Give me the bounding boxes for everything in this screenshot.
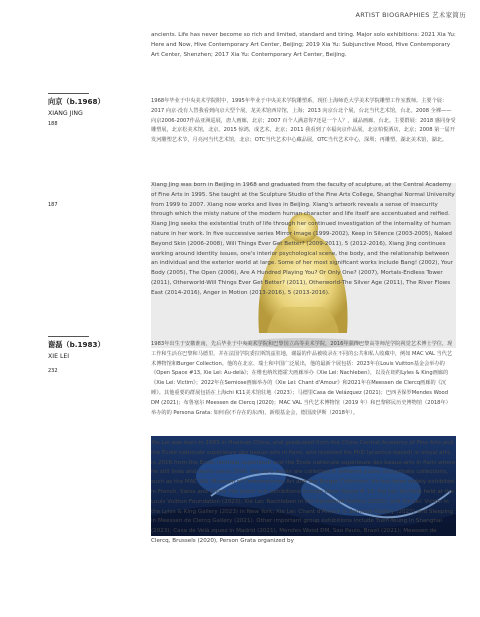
- running-header: ARTIST BIOGRAPHIES 艺术家简历: [355, 11, 466, 19]
- artist-name-en: XIANG JING: [48, 110, 83, 117]
- artist-name-en: XIE LEI: [48, 353, 70, 360]
- artist-bio-en: Xie Lei was born in 1983 in Huainan China, and graduated from the China Central Academy of Fine Arts and the École nationale supérieure des beaux-arts in Paris, and received his PhD (practice-based) in visual arts in 2016 from the École normale supérieure and the École nationale supérieure des beaux-arts in Paris where he still lives and works since 2006. Xie Lei's works are collected in different public and private collections, such as the MAC VAL Museum of Contemporary Art and the Burger Collection. He has been widely exhibited in French, Swiss and China. His latest solo exhibitions include Open Space # 13: Xie Lei: Au-Delà held at the Louis Vuitton Foundation (2023); Xie Lei: Nachleben in the Kandehoff Gallery (2023), and Xie Lei: Victim in the Lyles & King Gallery (2023) in New York; Xie Lei: Chant d'Amour in Semiose Gallery (2022) and Sleeping in Meessen de Clercq Gallery (2021). Other important group exhibitions include Yuen-Yeung in Shanghai (2023); Casa de Velá zquez in Madrid (2021), Mendes Wood DM, Sao Paulo, Brazil (2021); Meessen de Clercq, Brussels (2020), Person Grata organized by: [151, 440, 456, 544]
- section-divider: [48, 93, 89, 94]
- artist-bio-cn: 1983年出生于安徽淮南，先后毕业于中央美术学院和巴黎国立高等美术学院，2016年获得巴黎高等师范学院视觉艺术博士学位，现工作和生活在巴黎和马德里。并在法国学院委拉斯凯兹驻地，谢磊的作品被收录在不同的公共和私人收藏中，例如 MAC VAL 当代艺术博物馆和Burger Collection。他的在北京、瑞士和中国广泛展出，他的最新个展包括：2023年在Louis Vuitton基金会举办的《Open Space #13, Xie Lei: Au-delà》；在维也纳坎德霍夫画廊举办《Xie Lei: Nachleben》，以及在纽约Lyles & King画廊的《Xie Lei: Victim》；2022年在Semiose画廊举办的《Xie Lei: Chant d'Amour》和2021年在Meessen de Clercq画廊的《沉睡》。其他重要的群展包括在上海chi K11美术馆驻地（2023）；马德里Casa de Velázquez (2021)；巴西圣保罗Mendes Wood DM (2021)；布鲁塞尔 Meessen de Clercq (2020)；MAC VAL 当代艺术博物馆（2019 年）和巴黎移民历史博物馆（2018年）举办的的 Persona Grata: 如何看(不存在的东西)，新根基金会，德国波伊斯（2018年）。: [151, 341, 453, 416]
- artist-bio-cn: 1968年毕业于中央美术学院附中，1995年毕业于中央美术学院雕塑系，现任上海师范大学美术学院雕塑工作室教师。主要个展：2017 向京·没有人替我看到向京大型个展，龙美术馆西岸馆，上海；2013 向京台北个展，台北当代艺术馆，台北。2008 全裸——向京2006-2007作品亚洲巡展，唐人画廊，北京；2007 百个人满意你?还是一个人？，诚品画廊，台北。主要群展：2018 感同身受雕塑展，北京松美术馆，北京。2015 惊鸿，成艺术，北京；2011 我看到了幸福向京作品展，北京柏悦酒店，北京；2008 第一届开发河雕塑艺术节，月亮河当代艺术馆，北京；OTC当代艺术中心藏品展，OTC当代艺术中心，深圳；再雕塑，湖北美术馆，湖北。: [151, 98, 456, 144]
- page-ref-number: 187: [48, 202, 58, 208]
- artist-name-cn: 谢磊（b.1983）: [48, 340, 105, 349]
- section-divider: [48, 336, 89, 337]
- artist-heading-xiang-jing: [48, 97, 105, 117]
- page-ref-number: 232: [48, 368, 58, 374]
- artist-name-cn: 向京（b.1968）: [48, 97, 105, 106]
- page-ref-number: 188: [48, 121, 58, 127]
- artist-heading-xie-lei: [48, 340, 105, 360]
- artist-bio-en: Xiang Jing was born in Beijing in 1968 and graduated from the faculty of sculpture, at the Central Academy of Fine Arts in 1995. She taught at the Sculpture Studio of the Fine Arts College, Shanghai Normal University from 1999 to 2007. Xiang now works and lives in Beijing. Xiang's artwork reveals a sense of insecurity through which the misty nature of the modern human character and life itself are accentuated and reified. Xiang Jing seeks the existential truth of life through her continued investigation of the internality of human nature in her work. In five successive series Mirror Image (1999-2002), Keep in Silence (2003-2005), Naked Beyond Skin (2006-2008), Will Things Ever Get Better? (2009-2011), 5 (2012-2016), Xiang Jing continues working around identity issues, one's interior psychological scene, the body, and the relationship between an individual and the exterior world at large. Some of her most significant works include Bang! (2002), Your Body (2005), The Open (2006), Are A Hundred Playing You? Or Only One? (2007), Mortals-Endless Tower (2011), Otherworld-Will Things Ever Get Better? (2011), Otherworld-The Silver Age (2011), The River Flows East (2014-2016), Anger in Motion (2013-2016), 5 (2013-2016).: [151, 182, 455, 296]
- continued-bio-text: ancients. Life has never become so rich and limited, standard and tiring. Major solo exhibitions: 2021 Xia Yu: Here and Now, Hive Contemporary Art Center, Beijing; 2019 Xia Yu: Subjunctive Mood, Hive Contemporary Art Center, Shenzhen; 2017 Xia Yu: Contemporary Art Center, Beijing.: [151, 32, 456, 58]
